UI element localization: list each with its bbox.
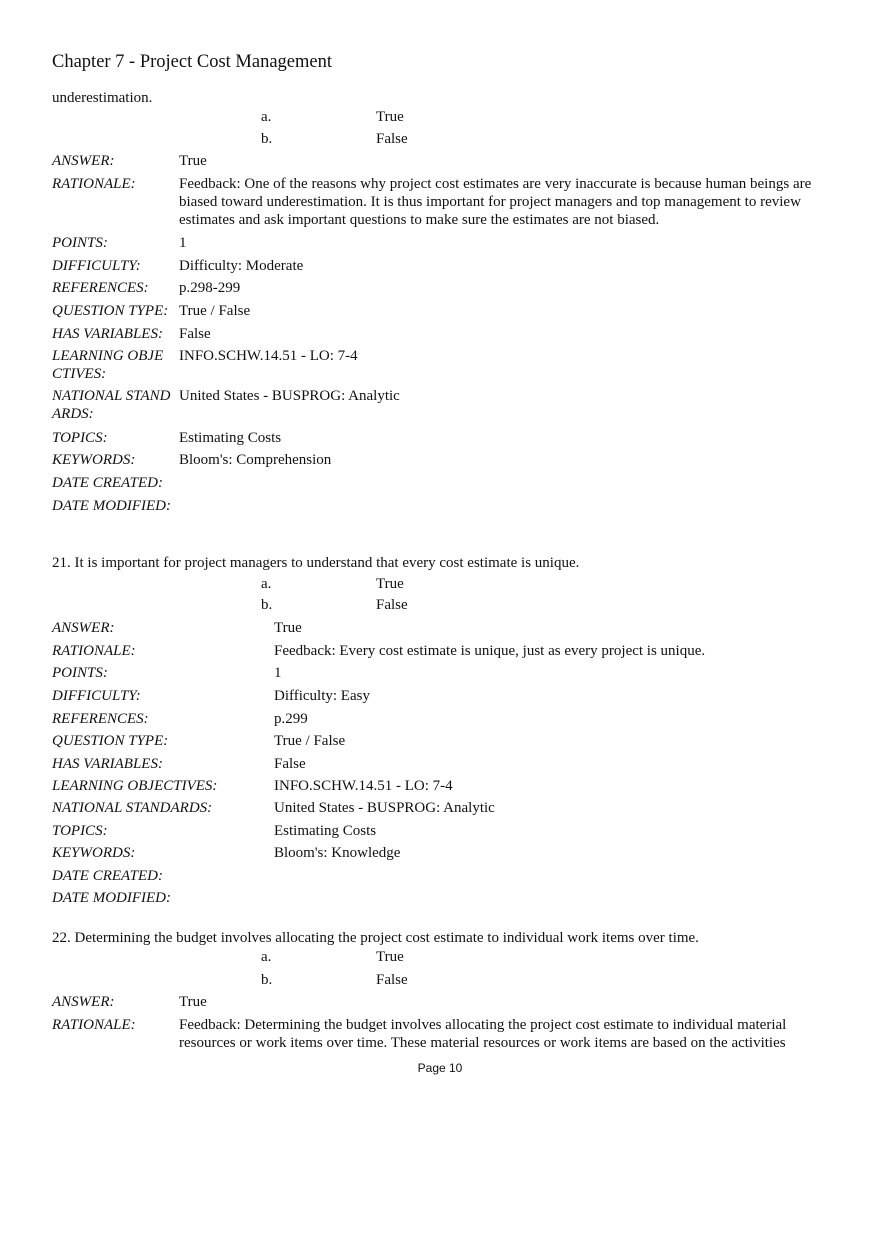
q20-keywords-label: KEYWORDS: <box>52 452 136 468</box>
q20-points-value: 1 <box>179 235 187 251</box>
q20-national-standards-value: United States - BUSPROG: Analytic <box>179 388 400 404</box>
q20-has-variables-label: HAS VARIABLES: <box>52 326 163 342</box>
q21-learning-objectives-value: INFO.SCHW.14.51 - LO: 7-4 <box>274 778 453 794</box>
q21-national-standards-label: NATIONAL STANDARDS: <box>52 800 213 816</box>
q20-option-b-letter: b. <box>261 131 273 147</box>
q20-date-modified-label: DATE MODIFIED: <box>52 498 171 514</box>
q21-rationale-label: RATIONALE: <box>52 643 136 659</box>
q21-references-label: REFERENCES: <box>52 711 149 727</box>
q21-option-a-text: True <box>376 576 404 592</box>
q20-answer-value: True <box>179 153 207 169</box>
q20-question-type-value: True / False <box>179 303 251 319</box>
q21-option-a-letter: a. <box>261 576 272 592</box>
q21-stem: 21. It is important for project managers to understand that every cost estimate is unique. <box>52 555 580 571</box>
q21-topics-label: TOPICS: <box>52 823 108 839</box>
q21-option-b-letter: b. <box>261 597 273 613</box>
q21-answer-value: True <box>274 620 302 636</box>
q20-option-b-text: False <box>376 131 408 147</box>
q20-has-variables-value: False <box>179 326 211 342</box>
q20-option-a-text: True <box>376 109 404 125</box>
q21-question-type-label: QUESTION TYPE: <box>52 733 169 749</box>
q21-answer-label: ANSWER: <box>52 620 115 636</box>
q22-rationale-label: RATIONALE: <box>52 1017 136 1033</box>
q22-option-a-letter: a. <box>261 949 272 965</box>
q20-keywords-value: Bloom's: Comprehension <box>179 452 332 468</box>
q20-national-standards-label-2: ARDS: <box>52 406 94 422</box>
q20-rationale-value: Feedback: One of the reasons why project cost estimates are very inaccurate is because human beings are biased toward underestimation. It is thus important for project managers and top management to review estimates and ask important questions to make sure the estimates are not biased. <box>179 176 812 228</box>
q21-points-value: 1 <box>274 665 282 681</box>
q21-option-b-text: False <box>376 597 408 613</box>
q20-topics-label: TOPICS: <box>52 430 108 446</box>
q21-date-created-label: DATE CREATED: <box>52 868 163 884</box>
q22-stem: 22. Determining the budget involves allocating the project cost estimate to individual work items over time. <box>52 930 699 946</box>
q21-has-variables-label: HAS VARIABLES: <box>52 756 163 772</box>
q21-topics-value: Estimating Costs <box>274 823 377 839</box>
q20-learning-objectives-label-2: CTIVES: <box>52 366 107 382</box>
q21-rationale-value: Feedback: Every cost estimate is unique, just as every project is unique. <box>274 643 706 659</box>
q20-rationale-label: RATIONALE: <box>52 176 136 192</box>
q20-answer-label: ANSWER: <box>52 153 115 169</box>
q21-keywords-value: Bloom's: Knowledge <box>274 845 401 861</box>
q22-rationale-value: Feedback: Determining the budget involves allocating the project cost estimate to individual material resources or work items over time. These material resources or work items are based on the activities <box>179 1017 787 1051</box>
q20-learning-objectives-value: INFO.SCHW.14.51 - LO: 7-4 <box>179 348 358 364</box>
q21-difficulty-label: DIFFICULTY: <box>52 688 141 704</box>
q20-stem-tail: underestimation. <box>52 90 153 106</box>
q21-keywords-label: KEYWORDS: <box>52 845 136 861</box>
q22-option-b-letter: b. <box>261 972 273 988</box>
q20-learning-objectives-label-1: LEARNING OBJE <box>52 348 164 364</box>
page-header-title: Chapter 7 - Project Cost Management <box>52 52 333 72</box>
q21-difficulty-value: Difficulty: Easy <box>274 688 370 704</box>
q20-topics-value: Estimating Costs <box>179 430 282 446</box>
q21-references-value: p.299 <box>274 711 308 727</box>
q21-has-variables-value: False <box>274 756 306 772</box>
q22-answer-value: True <box>179 994 207 1010</box>
q21-national-standards-value: United States - BUSPROG: Analytic <box>274 800 495 816</box>
q21-learning-objectives-label: LEARNING OBJECTIVES: <box>52 778 218 794</box>
page-number: Page 10 <box>417 1061 463 1075</box>
q20-option-a-letter: a. <box>261 109 272 125</box>
q20-references-value: p.298-299 <box>179 280 241 296</box>
q20-question-type-label: QUESTION TYPE: <box>52 303 169 319</box>
q22-answer-label: ANSWER: <box>52 994 115 1010</box>
q21-date-modified-label: DATE MODIFIED: <box>52 890 171 906</box>
q20-national-standards-label-1: NATIONAL STAND <box>52 388 171 404</box>
q20-points-label: POINTS: <box>52 235 108 251</box>
q20-date-created-label: DATE CREATED: <box>52 475 163 491</box>
q20-references-label: REFERENCES: <box>52 280 149 296</box>
q22-option-b-text: False <box>376 972 408 988</box>
q21-points-label: POINTS: <box>52 665 108 681</box>
q20-difficulty-label: DIFFICULTY: <box>52 258 141 274</box>
q22-option-a-text: True <box>376 949 404 965</box>
q21-question-type-value: True / False <box>274 733 346 749</box>
q20-difficulty-value: Difficulty: Moderate <box>179 258 304 274</box>
